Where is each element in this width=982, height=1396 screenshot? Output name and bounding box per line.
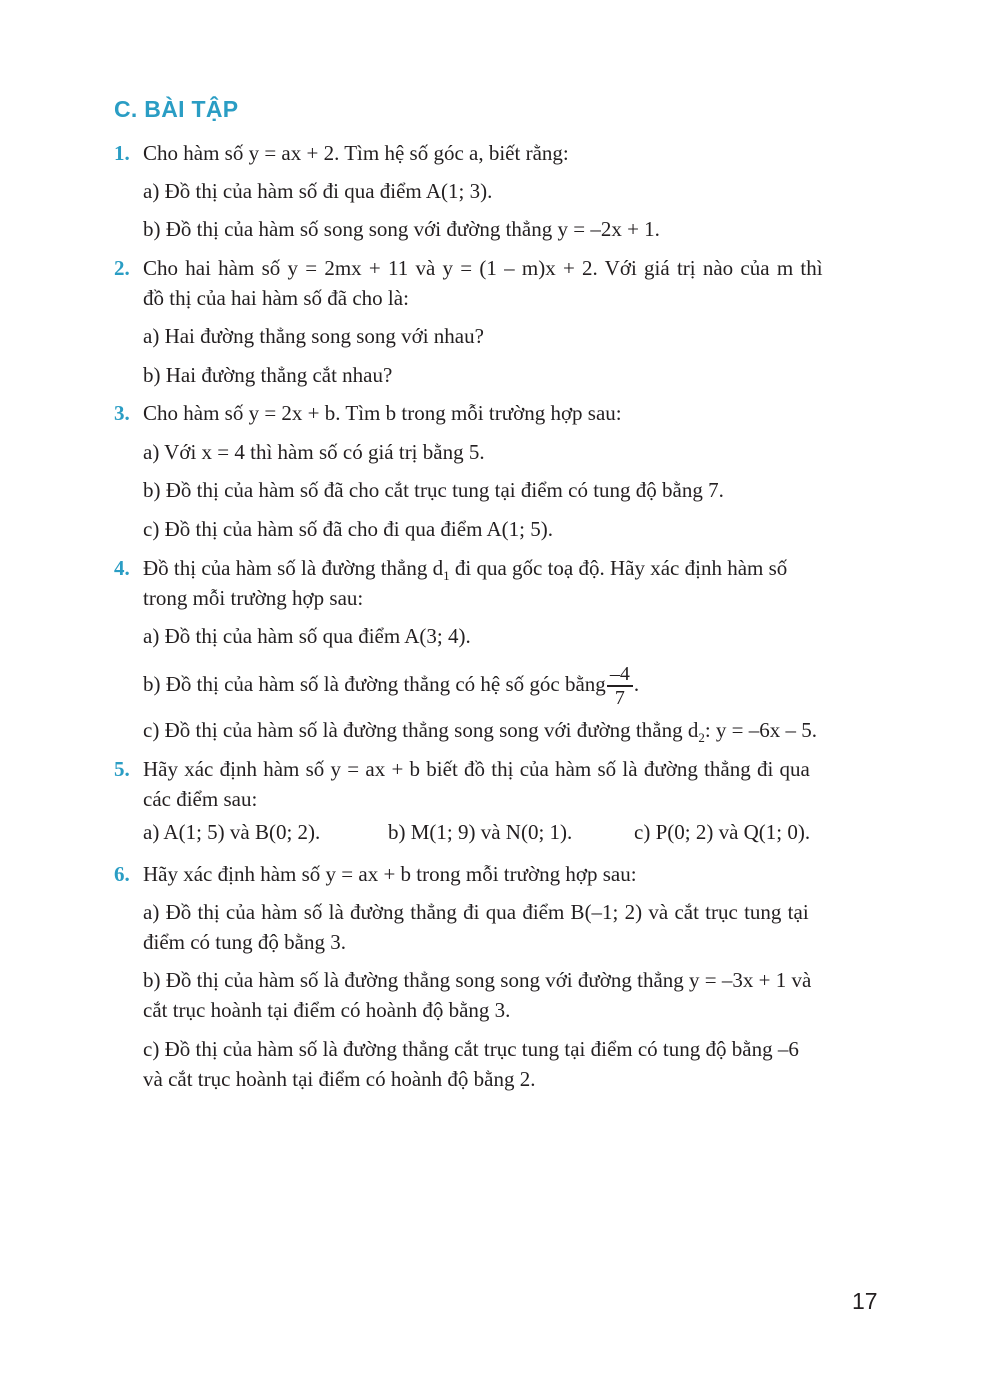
exercise-2-stem-line2: đồ thị của hai hàm số đã cho là: — [143, 286, 409, 310]
exercise-6-number: 6. — [114, 862, 130, 886]
exercise-3-number: 3. — [114, 401, 130, 425]
exercise-1-part-a: a) Đồ thị của hàm số đi qua điểm A(1; 3). — [143, 179, 493, 203]
exercise-4-part-a: a) Đồ thị của hàm số qua điểm A(3; 4). — [143, 624, 471, 648]
exercise-5-part-a: a) A(1; 5) và B(0; 2). — [143, 820, 321, 844]
exercise-1-stem: Cho hàm số y = ax + 2. Tìm hệ số góc a, biết rằng: — [143, 141, 569, 165]
exercise-3-part-c: c) Đồ thị của hàm số đã cho đi qua điểm A(1; 5). — [143, 517, 553, 541]
exercise-6-part-c-line2: và cắt trục hoành tại điểm có hoành độ bằng 2. — [143, 1067, 536, 1091]
exercise-3-part-b: b) Đồ thị của hàm số đã cho cắt trục tung tại điểm có tung độ bằng 7. — [143, 478, 724, 502]
exercise-1-part-b: b) Đồ thị của hàm số song song với đường thẳng y = –2x + 1. — [143, 217, 660, 241]
exercise-6-part-a-line2: điểm có tung độ bằng 3. — [143, 930, 346, 954]
exercise-6-part-b-line1: b) Đồ thị của hàm số là đường thẳng song song với đường thẳng y = –3x + 1 và — [143, 968, 812, 992]
exercise-4-number: 4. — [114, 556, 130, 580]
exercise-4-part-b — [143, 658, 639, 710]
exercise-3-stem: Cho hàm số y = 2x + b. Tìm b trong mỗi trường hợp sau: — [143, 401, 622, 425]
section-heading: C. BÀI TẬP — [114, 96, 239, 122]
exercise-4-d2-subscript: 2 — [698, 730, 705, 745]
exercise-2-part-b: b) Hai đường thẳng cắt nhau? — [143, 363, 393, 387]
exercise-4-stem-line2: trong mỗi trường hợp sau: — [143, 586, 364, 610]
exercise-6-stem: Hãy xác định hàm số y = ax + b trong mỗi trường hợp sau: — [143, 862, 637, 886]
fraction — [607, 663, 633, 709]
exercise-5-part-c: c) P(0; 2) và Q(1; 0). — [634, 820, 811, 844]
exercise-4-part-c-text-a: c) Đồ thị của hàm số là đường thẳng song song với đường thẳng d — [143, 718, 699, 742]
exercise-6-part-b-line2: cắt trục hoành tại điểm có hoành độ bằng 3. — [143, 998, 511, 1022]
exercise-3-part-a: a) Với x = 4 thì hàm số có giá trị bằng 5. — [143, 440, 485, 464]
page-number: 17 — [852, 1288, 878, 1314]
exercise-4-part-c-text-b: : y = –6x – 5. — [704, 718, 818, 742]
exercise-2-part-a: a) Hai đường thẳng song song với nhau? — [143, 324, 484, 348]
exercise-6-part-a-line1: a) Đồ thị của hàm số là đường thẳng đi qua điểm B(–1; 2) và cắt trục tung tại — [143, 900, 809, 924]
exercise-4-part-c — [143, 715, 817, 753]
fraction-numerator: –4 — [607, 663, 633, 687]
exercise-2-number: 2. — [114, 256, 130, 280]
exercise-5-part-b: b) M(1; 9) và N(0; 1). — [388, 820, 573, 844]
exercise-6-part-c-line1: c) Đồ thị của hàm số là đường thẳng cắt trục tung tại điểm có tung độ bằng –6 — [143, 1037, 799, 1061]
exercise-5-stem-line1: Hãy xác định hàm số y = ax + b biết đồ thị của hàm số là đường thẳng đi qua — [143, 757, 810, 781]
exercise-4-part-b-end: . — [633, 672, 640, 696]
exercise-4-part-b-text: b) Đồ thị của hàm số là đường thẳng có hệ số góc bằng — [143, 672, 606, 696]
exercise-5-stem-line2: các điểm sau: — [143, 787, 258, 811]
fraction-denominator: 7 — [614, 687, 625, 710]
exercise-4-stem-text-a: Đồ thị của hàm số là đường thẳng d — [143, 556, 444, 580]
exercise-1-number: 1. — [114, 141, 130, 165]
exercise-4-stem-text-b: đi qua gốc toạ độ. Hãy xác định hàm số — [449, 556, 788, 580]
exercise-2-stem-line1: Cho hai hàm số y = 2mx + 11 và y = (1 – m)x + 2. Với giá trị nào của m thì — [143, 256, 823, 280]
exercise-5-number: 5. — [114, 757, 130, 781]
exercise-4-d1-subscript: 1 — [443, 568, 450, 583]
